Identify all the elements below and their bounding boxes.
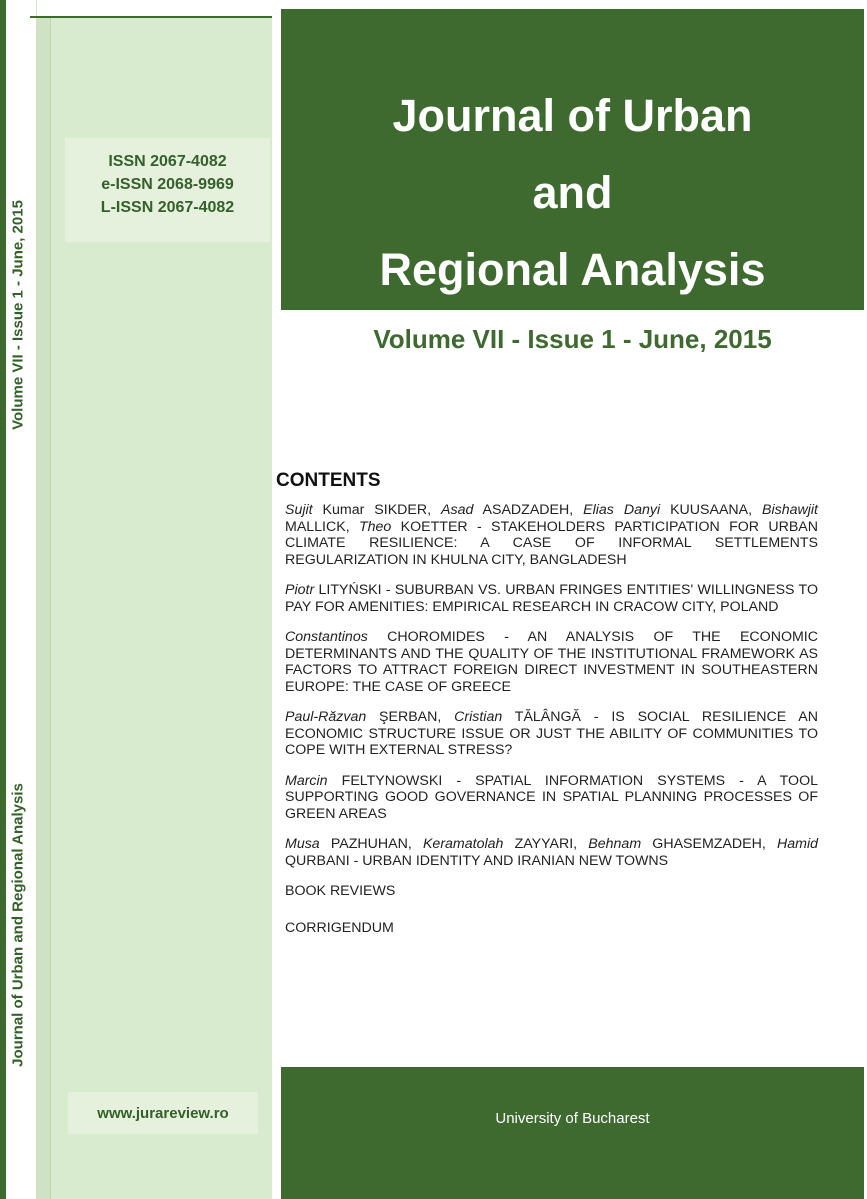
- contents-entry: [285, 502, 818, 568]
- entry-text: ŞERBAN,: [366, 709, 455, 725]
- spine-journal-name: Journal of Urban and Regional Analysis: [9, 783, 27, 1067]
- contents-entry: [285, 629, 818, 695]
- entry-text: Kumar SIKDER,: [312, 502, 442, 518]
- contents-heading: CONTENTS: [276, 470, 381, 491]
- issn-print: ISSN 2067-4082: [108, 153, 227, 170]
- contents-entry: [285, 709, 818, 759]
- entry-text: FELTYNOWSKI - SPATIAL INFORMATION SYSTEMS - A TOOL SUPPORTING GOOD GOVERNANCE IN SPATIAL PLANNING PROCESSES OF GREEN AREAS: [285, 772, 818, 822]
- author-first-name: Elias Danyi: [583, 502, 661, 518]
- website-box[interactable]: [68, 1092, 258, 1134]
- entry-text: MALLICK,: [285, 518, 359, 535]
- spine-volume-issue: Volume VII - Issue 1 - June, 2015: [9, 200, 27, 430]
- issn-box: [65, 138, 270, 242]
- spine-accent-bar: [0, 0, 6, 1199]
- issn-electronic: e-ISSN 2068-9969: [101, 176, 234, 193]
- author-first-name: Theo: [358, 518, 392, 535]
- entry-text: ASADZADEH,: [473, 502, 584, 518]
- author-first-name: Bishawjit: [762, 502, 818, 518]
- contents-entry: [285, 773, 818, 823]
- website-link[interactable]: www.jurareview.ro: [97, 1104, 229, 1122]
- corrigendum-entry: CORRIGENDUM: [285, 919, 394, 936]
- entry-text: CHOROMIDES - AN ANALYSIS OF THE ECONOMIC DETERMINANTS AND THE QUALITY OF THE INSTITUTIONAL FRAMEWORK AS FACTORS TO ATTRACT FOREIGN DIRECT INVESTMENT IN SOUTHEASTERN EUROPE: THE CASE OF GREECE: [285, 629, 818, 695]
- author-first-name: Behnam: [588, 836, 642, 852]
- entry-text: KUUSAANA,: [660, 502, 763, 518]
- author-first-name: Keramatolah: [422, 836, 504, 852]
- author-first-name: Marcin: [285, 772, 328, 789]
- contents-entry: [285, 582, 818, 615]
- entry-text: PAZHUHAN,: [319, 836, 423, 852]
- journal-title-banner: [281, 9, 864, 310]
- book-reviews-entry: BOOK REVIEWS: [285, 883, 396, 899]
- contents-list: [285, 502, 818, 956]
- entry-text: LITYŃSKI - SUBURBAN VS. URBAN FRINGES ENTITIES' WILLINGNESS TO PAY FOR AMENITIES: EMPIRICAL RESEARCH IN CRACOW CITY, POLAND: [285, 582, 818, 615]
- publisher-name: University of Bucharest: [495, 1110, 650, 1127]
- entry-text: QURBANI - URBAN IDENTITY AND IRANIAN NEW TOWNS: [285, 852, 669, 869]
- entry-text: GHASEMZADEH,: [641, 836, 777, 852]
- journal-title-line-1: Journal of Urban: [392, 90, 753, 141]
- entry-text: KOETTER - STAKEHOLDERS PARTICIPATION FOR URBAN CLIMATE RESILIENCE: A CASE OF INFORMAL SETTLEMENTS REGULARIZATION IN KHULNA CITY, BANGLADESH: [285, 518, 818, 568]
- spine: [0, 0, 37, 1199]
- author-first-name: Paul-Răzvan: [285, 709, 367, 725]
- author-first-name: Cristian: [454, 709, 503, 725]
- contents-entry: [285, 836, 818, 869]
- entry-text: ZAYYARI,: [503, 836, 589, 852]
- volume-issue-heading: Volume VII - Issue 1 - June, 2015: [373, 324, 772, 354]
- journal-title-line-2: and: [532, 167, 613, 218]
- author-first-name: Sujit: [285, 502, 313, 518]
- publisher-banner: [281, 1067, 864, 1199]
- author-first-name: Asad: [441, 502, 474, 518]
- author-first-name: Piotr: [285, 582, 315, 598]
- author-first-name: Hamid: [777, 836, 818, 852]
- author-first-name: Musa: [285, 836, 320, 852]
- issn-linking: L-ISSN 2067-4082: [100, 199, 235, 216]
- journal-title-line-3: Regional Analysis: [379, 244, 766, 295]
- author-first-name: Constantinos: [285, 629, 368, 645]
- entry-text: TĂLÂNGĂ - IS SOCIAL RESILIENCE AN ECONOMIC STRUCTURE ISSUE OR JUST THE ABILITY OF COMMUNITIES TO COPE WITH EXTERNAL STRESS?: [285, 709, 818, 758]
